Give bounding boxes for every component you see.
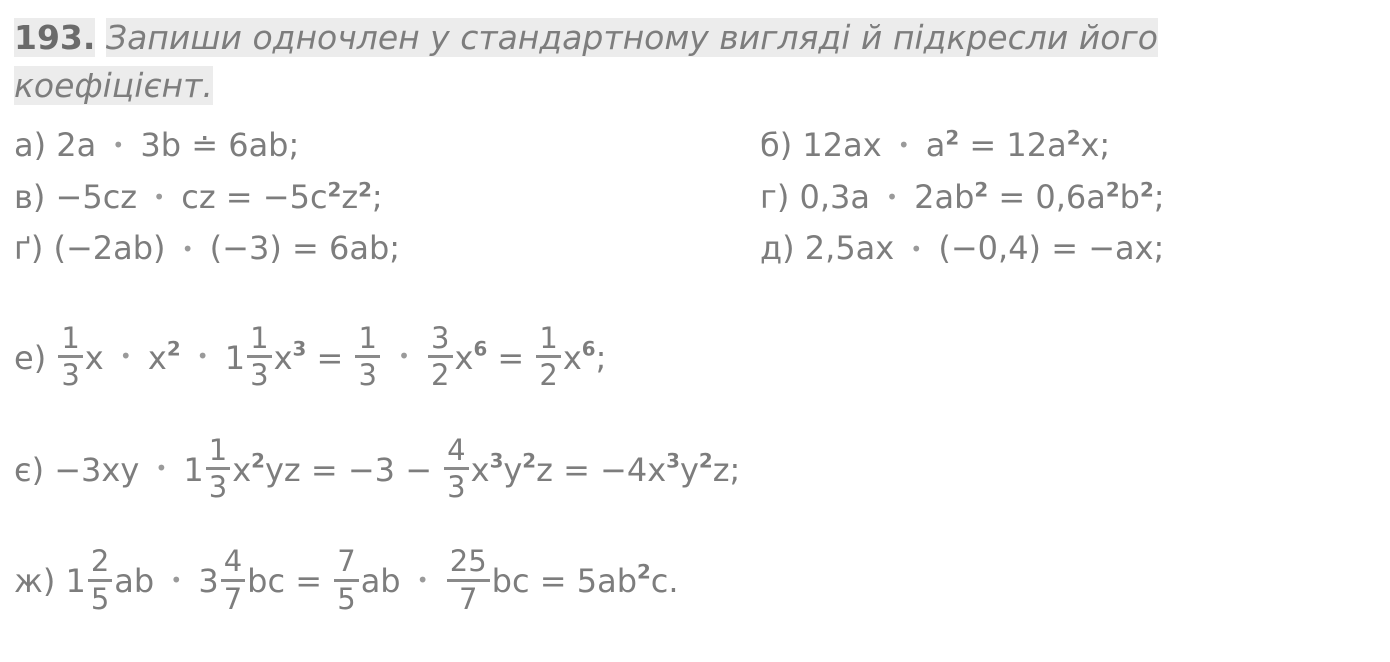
- fraction: [444, 432, 468, 504]
- fraction: [58, 320, 82, 393]
- exercise-number: 193.: [14, 18, 96, 57]
- fraction-numerator: 1: [208, 432, 228, 467]
- item-zh-t4: bc = 5ab: [491, 562, 637, 601]
- items-column-left: [14, 120, 400, 275]
- item-ye-t3: x: [470, 450, 490, 489]
- item-gg: [14, 223, 400, 275]
- item-zh-t1: ab: [114, 562, 155, 601]
- item-b-pre: 12ax: [802, 125, 882, 164]
- item-gg-post: (−3) = 6ab;: [209, 229, 401, 268]
- item-b: [760, 120, 1165, 172]
- item-ye-t1: −3xy: [54, 450, 140, 489]
- fraction-numerator: 4: [447, 432, 466, 467]
- item-e-t3: x: [273, 338, 293, 377]
- item-g-pre: 0,3a: [799, 177, 870, 216]
- multiply-dot-icon: •: [153, 184, 166, 209]
- item-d-label: д): [760, 229, 795, 268]
- fraction: [247, 320, 271, 393]
- item-e-whole3: 1: [224, 338, 246, 377]
- multiply-dot-icon: •: [181, 236, 194, 261]
- fraction-denominator: 3: [61, 358, 80, 393]
- item-ye-t3b-exp: 2: [522, 448, 537, 472]
- fraction: [428, 320, 452, 393]
- exercise-prompt-line2: коефіцієнт.: [14, 65, 213, 105]
- fraction: [221, 546, 245, 614]
- item-g-mid: 2ab: [914, 177, 975, 216]
- fraction: [334, 546, 358, 614]
- item-b-eq: = 12a: [969, 125, 1067, 164]
- item-e: [14, 320, 1390, 393]
- item-e-eq1: =: [316, 338, 344, 377]
- exercise-heading: [0, 0, 1390, 110]
- fraction-numerator: 1: [358, 320, 377, 355]
- item-e-t5: x: [454, 338, 474, 377]
- item-gg-pre: (−2ab): [53, 229, 166, 268]
- item-ye: [14, 432, 1390, 504]
- item-e-t2: x: [147, 338, 167, 377]
- item-e-t6-exp: 6: [581, 336, 596, 360]
- fraction-denominator: 3: [447, 470, 466, 504]
- item-d-post: (−0,4) = −ax;: [938, 229, 1165, 268]
- items-column-right: [760, 120, 1165, 275]
- item-ye-label: є): [14, 450, 45, 489]
- fraction-numerator: 7: [337, 544, 356, 579]
- exercise-prompt-line1: Запиши одночлен у стандартному вигляді й підкресли його: [105, 18, 1158, 57]
- multiply-dot-icon: •: [196, 344, 209, 369]
- multiply-dot-icon: •: [416, 567, 429, 592]
- item-b-post-a: a: [925, 125, 946, 164]
- fraction-numerator: 2: [90, 544, 110, 579]
- fraction-denominator: 3: [358, 358, 377, 393]
- item-v-tail: ;: [371, 177, 383, 216]
- multiply-dot-icon: •: [119, 344, 132, 369]
- item-e-t2-exp: 2: [166, 336, 181, 360]
- item-e-t6: x: [562, 338, 582, 377]
- item-zh-t4-exp: 2: [637, 560, 651, 584]
- item-zh-t2: bc =: [247, 562, 323, 601]
- item-g-exp2: 2: [1105, 177, 1120, 201]
- fraction-denominator: 3: [250, 358, 269, 393]
- item-zh-whole1: 1: [65, 562, 86, 601]
- fraction-numerator: 25: [449, 544, 487, 579]
- item-e-t3-exp: 3: [292, 336, 307, 360]
- item-ye-t4c: z;: [712, 450, 741, 489]
- item-zh-whole2: 3: [198, 562, 219, 601]
- item-ye-t3-exp: 3: [489, 448, 504, 472]
- fraction-numerator: 1: [61, 320, 80, 355]
- fraction-numerator: 1: [539, 320, 558, 355]
- item-b-eq-exp: 2: [1066, 126, 1081, 150]
- item-v-pre: −5cz: [55, 177, 138, 216]
- item-zh-tail: c.: [650, 562, 679, 601]
- item-ye-t2-exp: 2: [251, 448, 265, 472]
- fraction-numerator: 3: [431, 320, 450, 355]
- fraction-numerator: 1: [250, 320, 269, 355]
- fraction-denominator: 5: [337, 581, 356, 616]
- item-v-exp1: 2: [327, 177, 342, 201]
- item-ye-t4: y: [679, 450, 699, 489]
- multiply-dot-icon: •: [897, 133, 910, 158]
- fraction-denominator: 3: [208, 470, 228, 504]
- item-zh-t3: ab: [360, 562, 401, 601]
- fraction-denominator: 2: [539, 358, 558, 393]
- item-g-exp3: 2: [1139, 177, 1154, 201]
- item-b-post-exp: 2: [945, 126, 960, 150]
- item-g-mid2: = 0,6a: [998, 177, 1106, 216]
- item-ye-t3b: y: [503, 450, 523, 489]
- item-zh: [14, 544, 1390, 616]
- item-v-label: в): [14, 177, 46, 216]
- multiply-dot-icon: •: [398, 344, 410, 369]
- multiply-dot-icon: •: [170, 567, 183, 592]
- multiply-dot-icon: •: [910, 236, 923, 261]
- item-b-tail: x;: [1080, 125, 1111, 164]
- fraction-denominator: 7: [223, 581, 243, 616]
- item-v-mid: cz = −5c: [181, 177, 328, 216]
- fraction-denominator: 2: [431, 358, 450, 393]
- item-a-part1: 2a: [56, 125, 97, 164]
- item-g: [760, 172, 1165, 224]
- item-zh-label: ж): [14, 562, 56, 601]
- item-ye-t4b-exp: 2: [698, 448, 713, 472]
- item-d-pre: 2,5ax: [804, 229, 895, 268]
- item-v: [14, 172, 400, 224]
- item-e-eq2: =: [497, 338, 525, 377]
- multiply-dot-icon: •: [886, 184, 898, 209]
- item-a-label: а): [14, 125, 47, 164]
- item-e-tail: ;: [595, 338, 607, 377]
- multiply-dot-icon: •: [155, 455, 168, 480]
- item-e-t5-exp: 6: [473, 336, 488, 360]
- item-ye-t3c: z = −4x: [536, 450, 667, 489]
- item-g-mid3: b: [1119, 177, 1140, 216]
- item-a: [14, 120, 400, 172]
- item-e-t1: x: [84, 338, 104, 377]
- fraction: [88, 546, 112, 614]
- item-v-mid2: z: [341, 177, 359, 216]
- item-g-exp1: 2: [974, 177, 989, 201]
- fraction-numerator: 4: [223, 544, 243, 579]
- item-g-label: г): [760, 177, 790, 216]
- item-ye-whole2: 1: [183, 450, 204, 489]
- fraction-denominator: 5: [90, 581, 110, 616]
- item-v-exp2: 2: [358, 177, 372, 201]
- fraction: [355, 320, 379, 393]
- item-d: [760, 223, 1165, 275]
- fraction-denominator: 7: [458, 581, 478, 616]
- item-gg-label: ґ): [14, 229, 44, 268]
- multiply-dot-icon: •: [112, 133, 125, 158]
- item-b-label: б): [760, 125, 793, 164]
- fraction: [447, 546, 490, 614]
- item-e-label: е): [14, 338, 47, 377]
- fraction: [536, 320, 560, 393]
- item-a-part2: 3b ≐ 6ab;: [140, 125, 300, 164]
- item-ye-t4-exp: 3: [666, 448, 680, 472]
- fraction: [206, 432, 230, 504]
- item-g-tail: ;: [1153, 177, 1165, 216]
- item-ye-t2b: yz = −3 −: [264, 450, 432, 489]
- items-columns: [0, 120, 1390, 300]
- item-ye-t2: x: [232, 450, 252, 489]
